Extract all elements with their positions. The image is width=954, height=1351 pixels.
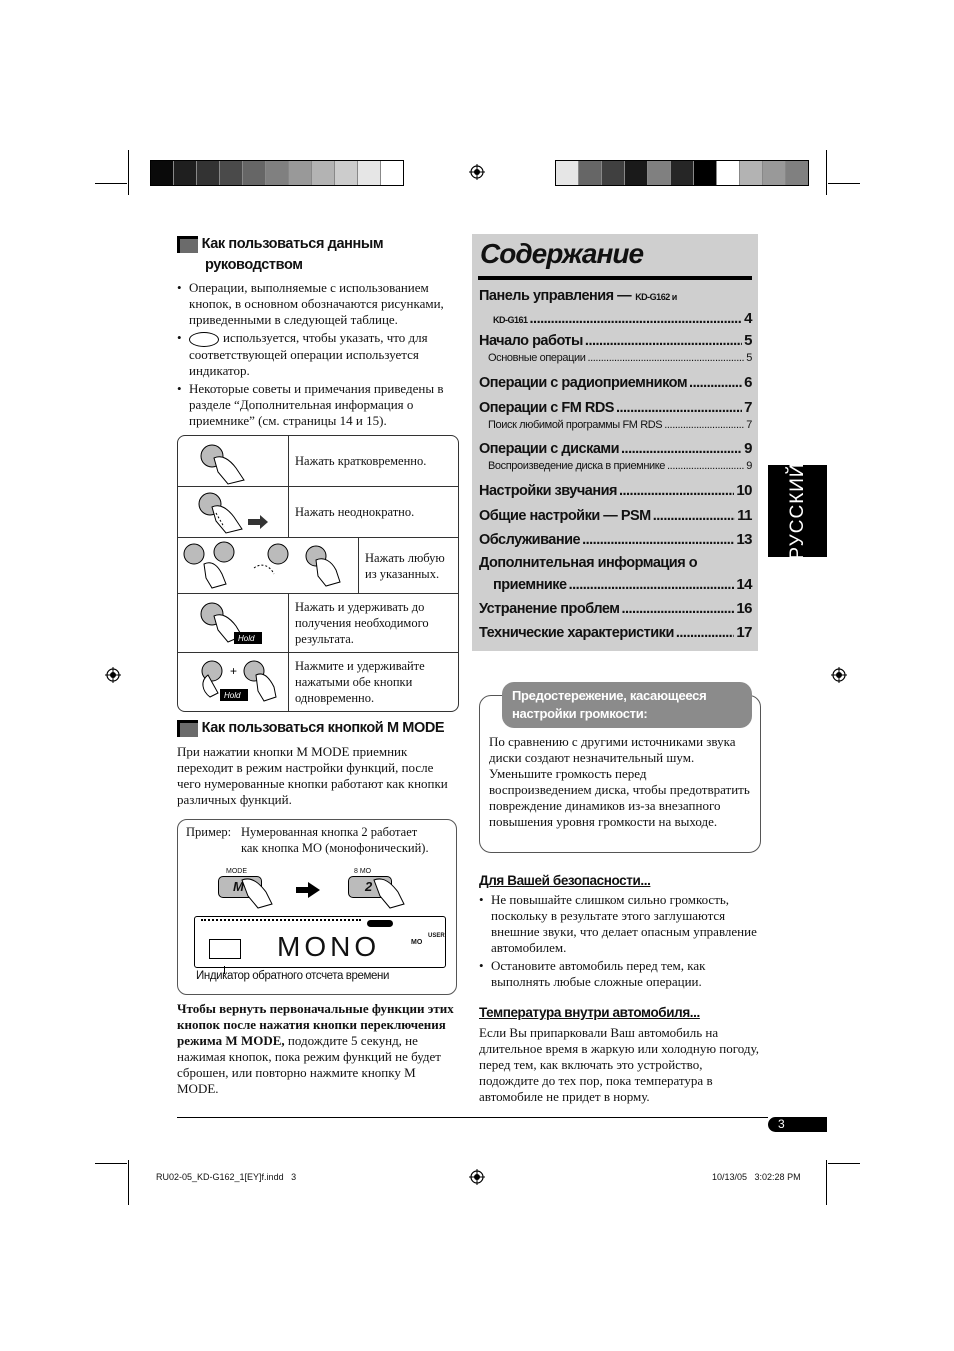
safety-heading: Для Вашей безопасности... [479,873,651,888]
toc-item[interactable]: приемнике ..... 14 [479,576,752,593]
table-row: Нажать неоднократно. [178,487,458,538]
footer-date: 10/13/05 3:02:28 PM [712,1172,801,1182]
hold-badge: Hold [224,691,241,700]
finger-hold-both-icon [178,653,288,711]
table-row: + Hold Нажмите и удерживайте нажатыми обе кнопки одновременно. [178,653,458,711]
color-swatch [694,161,717,185]
toc-item[interactable]: Операции с дисками ..... 9 [479,440,752,457]
indicator-oval-icon [189,332,219,347]
color-swatch [266,161,289,185]
color-swatch [381,161,403,185]
list-item: • Не повышайте слишком сильно громкость, поскольку в результате этого заглушаются внешние звуки, что делает опасным управление автомобилем. [479,892,764,956]
press-any-illustration [178,538,359,593]
display-dots [201,919,361,923]
toc-item[interactable]: Обслуживание ..... 13 [479,531,752,548]
finger-press-icon [178,436,288,486]
toc-rule [478,276,752,280]
toc-item[interactable]: Технические характеристики ..... 17 [479,624,752,641]
m-mode-button: M [218,876,262,898]
registration-mark-icon [469,1169,485,1185]
hold-badge: Hold [238,634,255,643]
finger-repeat-icon [178,487,288,537]
color-swatch [289,161,312,185]
registration-mark-icon [105,667,121,683]
display-mo: MO [411,939,423,946]
finger-any-icon [178,538,358,593]
list-item: • Некоторые советы и примечания приведены в разделе “Дополнительная информация о приемнике” (см. страницы 14 и 15). [177,381,457,429]
mmode-example-box [177,819,457,995]
safety-bullets [479,892,764,990]
toc-item[interactable]: Начало работы ..... 5 [479,332,752,349]
color-swatch [671,161,694,185]
press-hold-illustration [178,594,289,652]
toc-item[interactable]: Настройки звучания ..... 10 [479,482,752,499]
finger-hold-icon [178,594,288,652]
color-swatch [243,161,266,185]
toc-item[interactable]: Устранение проблем ..... 16 [479,600,752,617]
how-to-use-heading: Как пользоваться данным руководством [177,234,457,276]
how-to-use-section [177,234,457,431]
toc-subitem[interactable]: Воспроизведение диска в приемнике ..... 9 [488,460,752,472]
toc-item[interactable]: Панель управления — KD-G162 и [479,288,677,304]
color-swatch [648,161,671,185]
toc-title: Содержание [480,238,644,269]
safety-section [479,873,764,992]
registration-mark-icon [469,164,485,180]
list-item: • Остановите автомобиль перед тем, как выполнять любые сложные операции. [479,958,764,990]
mode-label: MODE [226,868,247,875]
example-line-2: как кнопка MO (монофонический). [241,841,429,855]
operations-table [177,435,459,712]
press-briefly-illustration [178,436,289,486]
temperature-section [479,1005,764,1105]
section-square-icon [177,720,198,737]
plus-sign: + [230,664,238,678]
bottom-rule [177,1117,768,1118]
temperature-text: Если Вы припарковали Ваш автомобиль на длительное время в жаркую или холодную погоду, перед тем, как включать это устройство, подождите до тех пор, пока температура в автомобиле не придет в норму. [479,1025,759,1104]
display-badge [367,920,393,927]
toc-item[interactable]: Операции с FM RDS ..... 7 [479,399,752,416]
toc-subitem[interactable]: Основные операции ..... 5 [488,352,752,364]
mmode-section [177,718,457,808]
color-swatch [625,161,648,185]
caution-heading: Предостережение, касающееся настройки громкости: [502,682,752,728]
toc-item[interactable]: Дополнительная информация о [479,555,698,571]
registration-mark-icon [831,667,847,683]
countdown-caption: Индикатор обратного отсчета времени [196,970,389,982]
color-swatch [602,161,625,185]
number-2-button: 2 [348,876,392,898]
color-swatch [556,161,579,185]
temperature-heading: Температура внутри автомобиля... [479,1005,700,1020]
display-text: MONO [277,931,381,962]
toc-subitem[interactable]: Поиск любимой программы FM RDS ..... 7 [488,419,752,431]
countdown-indicator-icon [209,939,241,959]
toc-item[interactable]: Общие настройки — PSM ..... 11 [479,507,752,524]
color-swatch [579,161,602,185]
arrow-right-icon [296,882,320,898]
lcd-display [194,916,446,968]
list-item: • используется, чтобы указать, что для соответствующей операции используется индикатор. [177,330,457,379]
language-tab: РУССКИЙ [768,465,827,557]
example-label: Пример: [186,825,232,839]
color-swatch [740,161,763,185]
mo-label: 8 MO [354,868,372,875]
finger-icon [238,876,278,910]
caution-text: По сравнению с другими источниками звука диски создают незначительный шум. Уменьшите громкость перед воспроизведением диска, чтобы предотвратить повреждение динамиков из-за внезапного повышения уровня громкости на выходе. [489,734,750,829]
color-swatch [335,161,358,185]
return-instructions: Чтобы вернуть первоначальные функции этих кнопок после нажатия кнопки переключения режима M MODE, подождите 5 секунд, не нажимая кнопок, пока режим функций не будет сброшен, или повторно нажмите кнопку M MODE. [177,1001,454,1096]
press-repeatedly-illustration [178,487,289,537]
color-bar-left [150,160,404,186]
footer-file: RU02-05_KD-G162_1[EY]f.indd 3 [156,1172,297,1182]
color-swatch [312,161,335,185]
display-user: USER [428,933,445,939]
color-swatch [717,161,740,185]
color-swatch [358,161,381,185]
color-swatch [174,161,197,185]
table-row: Hold Нажать и удерживать до получения необходимого результата. [178,594,458,653]
list-item: • Операции, выполняемые с использованием кнопок, в основном обозначаются рисунками, приведенными в следующей таблице. [177,280,457,328]
press-hold-both-illustration [178,653,289,711]
table-row: Нажать кратковременно. [178,436,458,487]
mmode-heading: Как пользоваться кнопкой M MODE [177,718,457,739]
page-number-tab: 3 [768,1117,827,1132]
color-swatch [151,161,174,185]
toc-item[interactable]: Операции с радиоприемником ..... 6 [479,374,752,391]
table-of-contents [472,234,758,651]
table-row: Нажать любую из указанных. [178,538,458,594]
color-bar-right [555,160,809,186]
example-line-1: Нумерованная кнопка 2 работает [241,825,418,839]
mmode-paragraph: При нажатии кнопки M MODE приемник переходит в режим настройки функций, после чего нумерованные кнопки работают как кнопки различных функций. [177,744,448,807]
finger-icon [370,876,410,910]
how-to-use-bullets [177,280,457,429]
color-swatch [220,161,243,185]
color-swatch [786,161,808,185]
section-square-icon [177,236,198,253]
color-swatch [197,161,220,185]
color-swatch [763,161,786,185]
toc-item[interactable]: KD-G161 ..... 4 [479,310,752,327]
